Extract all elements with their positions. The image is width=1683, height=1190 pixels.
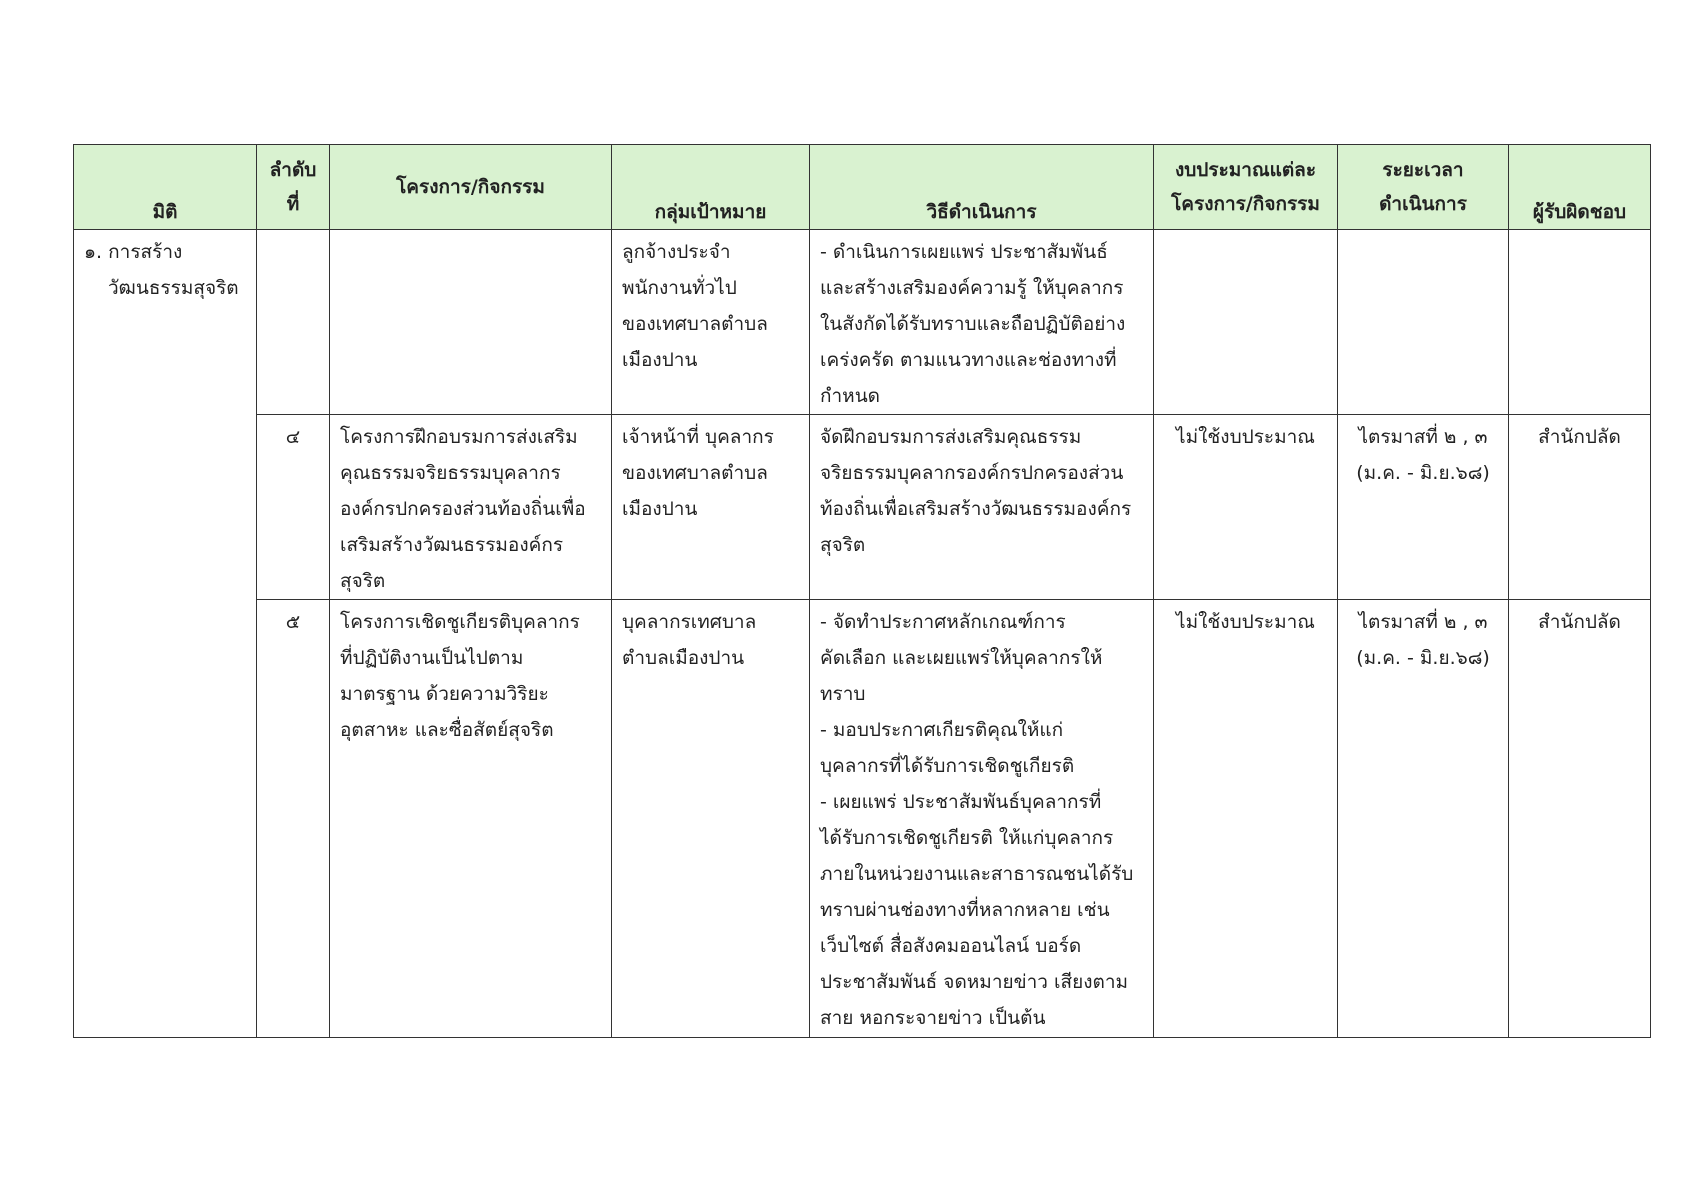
- method-line: จริยธรรมบุคลากรองค์กรปกครองส่วน: [820, 462, 1124, 484]
- target-cell: [612, 600, 810, 1038]
- budget-cell: [1154, 415, 1338, 600]
- method-line: บุคลากรที่ได้รับการเชิดชูเกียรติ: [820, 755, 1075, 777]
- method-line: - จัดทำประกาศหลักเกณฑ์การ: [820, 611, 1066, 633]
- target-cell: [612, 415, 810, 600]
- method-line: - เผยแพร่ ประชาสัมพันธ์บุคลากรที่: [820, 791, 1102, 813]
- header-period-line-1: ระยะเวลา: [1382, 159, 1464, 181]
- header-project: โครงการ/กิจกรรม: [330, 145, 612, 230]
- header-target: กลุ่มเป้าหมาย: [612, 145, 810, 230]
- method-line: ในสังกัดได้รับทราบและถือปฏิบัติอย่าง: [820, 313, 1126, 335]
- header-order-line-1: ลำดับ: [269, 159, 317, 181]
- project-line: มาตรฐาน ด้วยความวิริยะ: [340, 683, 549, 705]
- period-line: ไตรมาสที่ ๒ , ๓: [1358, 611, 1488, 633]
- period-line: (ม.ค. - มิ.ย.๖๘): [1356, 647, 1490, 669]
- header-budget-line-1: งบประมาณแต่ละ: [1174, 159, 1317, 181]
- header-period: [1338, 145, 1509, 230]
- target-line: ของเทศบาลตำบล: [622, 462, 768, 484]
- budget-value: ไม่ใช้งบประมาณ: [1176, 611, 1315, 633]
- method-line: ภายในหน่วยงานและสาธารณชนได้รับ: [820, 863, 1134, 885]
- method-line: ทราบ: [820, 683, 866, 705]
- order-value: ๔: [285, 426, 301, 448]
- method-line: ท้องถิ่นเพื่อเสริมสร้างวัฒนธรรมองค์กร: [820, 498, 1132, 520]
- project-line: คุณธรรมจริยธรรมบุคลากร: [340, 462, 561, 484]
- method-line: เคร่งครัด ตามแนวทางและช่องทางที่: [820, 349, 1117, 371]
- target-line: พนักงานทั่วไป: [622, 277, 737, 299]
- responsible-value: สำนักปลัด: [1538, 611, 1621, 633]
- method-line: จัดฝึกอบรมการส่งเสริมคุณธรรม: [820, 426, 1082, 448]
- table-row: [74, 600, 1651, 1038]
- order-cell: [257, 600, 330, 1038]
- project-line: ที่ปฏิบัติงานเป็นไปตาม: [340, 647, 524, 669]
- target-line: เมืองปาน: [622, 349, 698, 371]
- method-line: คัดเลือก และเผยแพร่ให้บุคลากรให้: [820, 647, 1103, 669]
- method-line: - มอบประกาศเกียรติคุณให้แก่: [820, 719, 1064, 741]
- method-line: กำหนด: [820, 385, 881, 407]
- budget-value: ไม่ใช้งบประมาณ: [1176, 426, 1315, 448]
- project-line: โครงการเชิดชูเกียรติบุคลากร: [340, 611, 580, 633]
- period-cell: [1338, 600, 1509, 1038]
- target-line: ตำบลเมืองปาน: [622, 647, 745, 669]
- project-cell: [330, 230, 612, 415]
- project-line: เสริมสร้างวัฒนธรรมองค์กร: [340, 534, 564, 556]
- header-row: [74, 145, 1651, 230]
- header-order-line-2: ที่: [286, 193, 300, 215]
- responsible-cell: [1509, 415, 1651, 600]
- method-cell: [810, 415, 1154, 600]
- budget-cell: [1154, 600, 1338, 1038]
- dimension-line-1: ๑. การสร้าง: [84, 241, 183, 263]
- method-line: ได้รับการเชิดชูเกียรติ ให้แก่บุคลากร: [820, 827, 1114, 849]
- method-cell: [810, 600, 1154, 1038]
- order-value: ๕: [285, 611, 301, 633]
- budget-cell: [1154, 230, 1338, 415]
- period-line: (ม.ค. - มิ.ย.๖๘): [1356, 462, 1490, 484]
- dimension-line-2: วัฒนธรรมสุจริต: [108, 277, 239, 299]
- project-line: อุตสาหะ และซื่อสัตย์สุจริต: [340, 719, 554, 741]
- target-line: เมืองปาน: [622, 498, 698, 520]
- header-order: [257, 145, 330, 230]
- project-plan-table: [73, 144, 1651, 1038]
- order-value: [257, 230, 329, 234]
- project-cell: [330, 600, 612, 1038]
- period-cell: [1338, 415, 1509, 600]
- method-line: ประชาสัมพันธ์ จดหมายข่าว เสียงตาม: [820, 971, 1129, 993]
- project-line: องค์กรปกครองส่วนท้องถิ่นเพื่อ: [340, 498, 586, 520]
- method-line: สุจริต: [820, 534, 866, 556]
- target-line: เจ้าหน้าที่ บุคลากร: [622, 426, 774, 448]
- header-period-line-2: ดำเนินการ: [1379, 193, 1467, 215]
- order-cell: [257, 415, 330, 600]
- budget-value: [1154, 230, 1337, 234]
- header-dimension: มิติ: [74, 145, 257, 230]
- method-cell: [810, 230, 1154, 415]
- header-budget: [1154, 145, 1338, 230]
- responsible-cell: [1509, 600, 1651, 1038]
- header-responsible: ผู้รับผิดชอบ: [1509, 145, 1651, 230]
- target-line: ของเทศบาลตำบล: [622, 313, 768, 335]
- responsible-value: [1509, 230, 1650, 234]
- period-line: ไตรมาสที่ ๒ , ๓: [1358, 426, 1488, 448]
- header-budget-line-2: โครงการ/กิจกรรม: [1171, 193, 1320, 215]
- table-row: [74, 415, 1651, 600]
- project-line: โครงการฝึกอบรมการส่งเสริม: [340, 426, 578, 448]
- project-cell: [330, 415, 612, 600]
- period-cell: [1338, 230, 1509, 415]
- target-cell: [612, 230, 810, 415]
- target-line: บุคลากรเทศบาล: [622, 611, 757, 633]
- header-method: วิธีดำเนินการ: [810, 145, 1154, 230]
- responsible-value: สำนักปลัด: [1538, 426, 1621, 448]
- table-row: [74, 230, 1651, 415]
- project-line: สุจริต: [340, 570, 386, 592]
- responsible-cell: [1509, 230, 1651, 415]
- order-cell: [257, 230, 330, 415]
- method-line: - ดำเนินการเผยแพร่ ประชาสัมพันธ์: [820, 241, 1108, 263]
- method-line: และสร้างเสริมองค์ความรู้ ให้บุคลากร: [820, 277, 1124, 299]
- method-line: เว็บไซต์ สื่อสังคมออนไลน์ บอร์ด: [820, 935, 1082, 957]
- method-line: ทราบผ่านช่องทางที่หลากหลาย เช่น: [820, 899, 1110, 921]
- dimension-cell: [74, 230, 257, 1038]
- target-line: ลูกจ้างประจำ: [622, 241, 731, 263]
- method-line: สาย หอกระจายข่าว เป็นต้น: [820, 1007, 1046, 1029]
